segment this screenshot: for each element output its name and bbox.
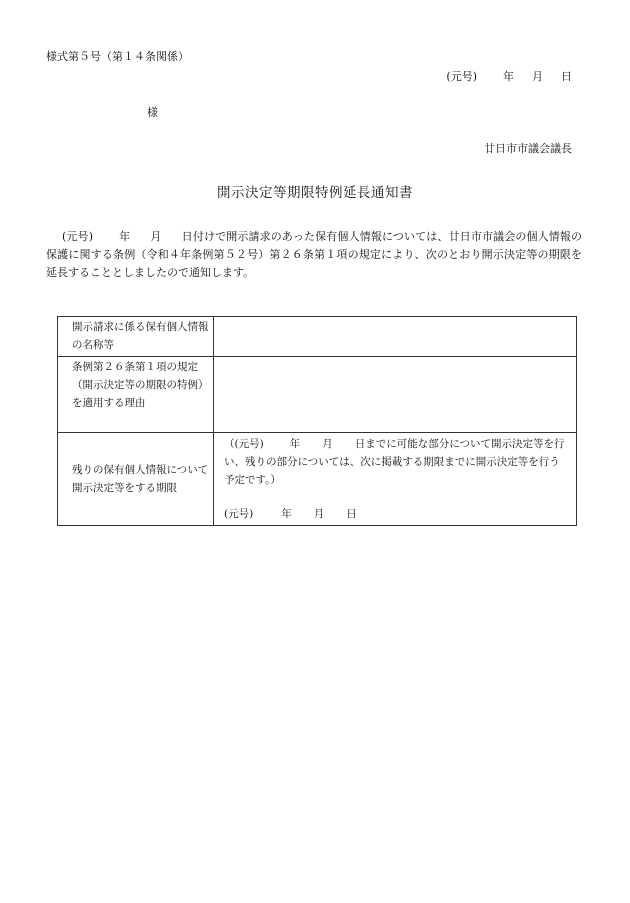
sender: 廿日市市議会議長: [484, 142, 572, 155]
reason-label: 条例第２６条第１項の規定（開示決定等の期限の特例）を適用する理由: [58, 357, 214, 433]
deadline-value: [214, 433, 577, 526]
deadline-month: 月: [313, 508, 325, 520]
document-title: 開示決定等期限特例延長通知書: [217, 185, 413, 201]
form-number: 様式第５号（第１４条関係）: [46, 50, 189, 63]
table-row: [58, 357, 577, 433]
deadline-era: (元号): [224, 508, 254, 520]
info-name-value: [214, 317, 577, 357]
body-month: 月: [150, 230, 162, 243]
body-text: 日付けで開示請求のあった保有個人情報については、廿日市市議会の個人情報の保護に関する条例（令和４年条例第５２号）第２６条第１項の規定により、次のとおり開示決定等の期限を延長することとしましたので通知します。: [46, 230, 583, 279]
deadline-date: [224, 505, 570, 523]
partial-text: 日までに可能な部分について開示決定等を行い、残りの部分については、次に掲載する期限までに開示決定等を行う予定です。）: [224, 438, 565, 486]
deadline-day: 日: [346, 508, 357, 520]
date-year: 年: [503, 70, 514, 83]
date-day: 日: [561, 70, 572, 83]
addressee: 様: [147, 106, 158, 119]
date-era: (元号): [446, 70, 477, 83]
details-table: [57, 316, 577, 526]
deadline-year: 年: [281, 508, 292, 520]
partial-month: 月: [322, 438, 333, 450]
reason-value: [214, 357, 577, 433]
deadline-partial-note: [224, 435, 570, 489]
body-year: 年: [118, 230, 131, 243]
deadline-label: 残りの保有個人情報について開示決定等をする期限: [58, 433, 214, 526]
date-month: 月: [532, 70, 543, 83]
partial-year: 年: [289, 438, 301, 450]
body-era: (元号): [62, 230, 93, 243]
info-name-label: 開示請求に係る保有個人情報の名称等: [58, 317, 214, 357]
notice-body: [46, 228, 582, 282]
issue-date: [446, 68, 572, 84]
partial-era: （(元号): [224, 438, 264, 450]
table-row: [58, 317, 577, 357]
table-row: [58, 433, 577, 526]
